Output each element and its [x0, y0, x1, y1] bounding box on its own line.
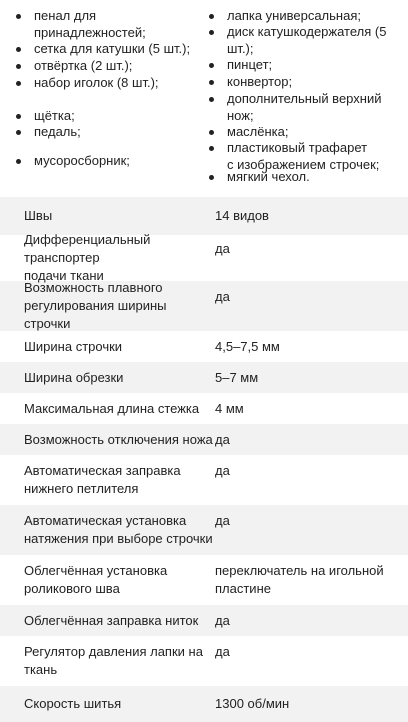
spec-key — [24, 643, 215, 679]
table-row — [0, 605, 408, 636]
spec-value — [215, 207, 395, 225]
list-item — [227, 24, 408, 57]
spec-value-line: да — [215, 431, 230, 447]
spec-key-line: Ширина строчки — [24, 338, 123, 354]
spec-value-line: 4 мм — [215, 400, 244, 416]
list-item — [34, 75, 195, 108]
spec-key — [24, 369, 215, 387]
list-item-line: мягкий чехол. — [227, 169, 310, 184]
spec-key-line: Автоматическая заправка — [24, 463, 181, 478]
list-item — [34, 108, 195, 124]
spec-key — [24, 462, 215, 498]
bullet-icon — [209, 30, 214, 35]
list-item — [227, 124, 408, 140]
bullet-icon — [209, 130, 214, 135]
spec-key-line: Дифференциальный транспортер — [24, 232, 151, 265]
bullet-icon — [16, 81, 21, 86]
list-item-line: диск катушкодержателя (5 — [227, 24, 387, 39]
spec-value — [215, 281, 395, 306]
spec-key-line: Автоматическая установка — [24, 513, 187, 528]
spec-value-line: 4,5–7,5 мм — [215, 338, 280, 354]
list-item-line: конвертор; — [227, 74, 293, 89]
spec-key-line: Возможность отключения ножа — [24, 431, 213, 447]
bullet-icon — [209, 14, 214, 19]
bullet-icon — [209, 146, 214, 151]
list-item-line: дополнительный верхний — [227, 91, 382, 106]
table-row — [0, 362, 408, 393]
bullet-icon — [16, 14, 21, 19]
spec-value — [215, 505, 395, 530]
bullet-icon — [16, 64, 21, 69]
list-item-line: шт.); — [227, 40, 254, 56]
spec-value-line: да — [215, 612, 230, 628]
spec-key-line: роликового шва — [24, 581, 120, 596]
table-row — [0, 455, 408, 505]
table-row — [0, 281, 408, 331]
bullet-icon — [209, 63, 214, 68]
list-item-line: пенал для — [34, 8, 97, 23]
list-item — [227, 8, 408, 24]
bullet-icon — [16, 114, 21, 119]
list-item — [227, 140, 408, 172]
bullet-icon — [209, 175, 214, 180]
spec-value-line: 5–7 мм — [215, 369, 259, 385]
accessories-lists — [0, 0, 408, 186]
spec-key-line: Облегчённая заправка ниток — [24, 612, 199, 628]
spec-value — [215, 612, 395, 630]
list-item — [227, 169, 408, 186]
spec-value — [215, 636, 395, 661]
spec-key-line: регулирования ширины строчки — [24, 298, 167, 331]
spec-value — [215, 455, 395, 480]
spec-key-line: ткань — [24, 662, 58, 677]
spec-key-line: Швы — [24, 208, 53, 223]
spec-value — [215, 400, 395, 418]
list-item-line: пинцет; — [227, 57, 273, 72]
spec-value — [215, 431, 395, 449]
spec-value-line: да — [215, 513, 230, 528]
table-row — [0, 424, 408, 455]
table-row — [0, 331, 408, 362]
list-item — [34, 124, 195, 153]
accessories-left-column — [0, 8, 195, 186]
spec-key-line: Облегчённая установка — [24, 563, 168, 578]
spec-value-line: да — [215, 463, 230, 478]
list-item — [227, 57, 408, 74]
list-item — [227, 74, 408, 91]
table-row — [0, 393, 408, 424]
spec-key — [24, 431, 215, 449]
spec-value — [215, 562, 395, 598]
bullet-icon — [16, 159, 21, 164]
spec-value-line: 1300 об/мин — [215, 696, 290, 711]
bullet-icon — [16, 47, 21, 52]
spec-value-line: переключатель на игольной — [215, 563, 384, 578]
list-item-line: маслёнка; — [227, 124, 289, 139]
list-item — [34, 8, 195, 41]
list-item-line: щётка; — [34, 108, 75, 123]
spec-key-line: Ширина обрезки — [24, 369, 124, 385]
spec-value-line: 14 видов — [215, 208, 269, 223]
list-item — [227, 91, 408, 124]
list-item-line: педаль; — [34, 124, 81, 139]
accessories-right-column — [195, 8, 408, 186]
list-item-line: лапка универсальная; — [227, 8, 361, 23]
table-row — [0, 686, 408, 722]
spec-key — [24, 231, 215, 285]
bullet-icon — [209, 80, 214, 85]
table-row — [0, 505, 408, 555]
spec-key — [24, 338, 215, 356]
spec-key-line: Максимальная длина стежка — [24, 400, 200, 416]
bullet-icon — [209, 97, 214, 102]
list-item-line: нож; — [227, 107, 254, 123]
table-row — [0, 555, 408, 605]
specs-table — [0, 197, 408, 722]
list-item-line: сетка для катушки (5 шт.); — [34, 41, 191, 56]
spec-key-line: подачи ткани — [24, 268, 104, 283]
spec-value-line: да — [215, 241, 230, 256]
table-row — [0, 232, 408, 283]
list-item — [34, 41, 195, 58]
list-item-line: принадлежностей; — [34, 24, 146, 40]
spec-key — [24, 279, 215, 333]
spec-key — [24, 562, 215, 598]
table-row — [0, 197, 408, 235]
spec-key — [24, 695, 215, 713]
spec-value-line: да — [215, 289, 230, 304]
spec-key-line: натяжения при выборе строчки — [24, 531, 213, 546]
list-item-line: мусоросборник; — [34, 153, 130, 168]
list-item-line: с изображением строчек; — [227, 156, 380, 172]
spec-key — [24, 512, 215, 548]
list-item-line: пластиковый трафарет — [227, 140, 368, 155]
spec-key-line: Возможность плавного — [24, 280, 163, 295]
list-item-line: отвёртка (2 шт.); — [34, 58, 133, 73]
list-item — [34, 58, 195, 75]
spec-key — [24, 400, 215, 418]
spec-value-line: да — [215, 644, 230, 659]
spec-value-line: пластине — [215, 581, 271, 596]
spec-key-line: Скорость шитья — [24, 696, 122, 711]
spec-value — [215, 338, 395, 356]
list-item-line: набор иголок (8 шт.); — [34, 75, 159, 90]
bullet-icon — [16, 130, 21, 135]
spec-value — [215, 235, 395, 258]
table-row — [0, 636, 408, 686]
spec-value — [215, 369, 395, 387]
spec-key — [24, 612, 215, 630]
spec-value — [215, 695, 395, 713]
spec-key-line: нижнего петлителя — [24, 481, 139, 496]
spec-key — [24, 207, 215, 225]
spec-key-line: Регулятор давления лапки на — [24, 644, 203, 659]
list-item — [34, 153, 195, 170]
